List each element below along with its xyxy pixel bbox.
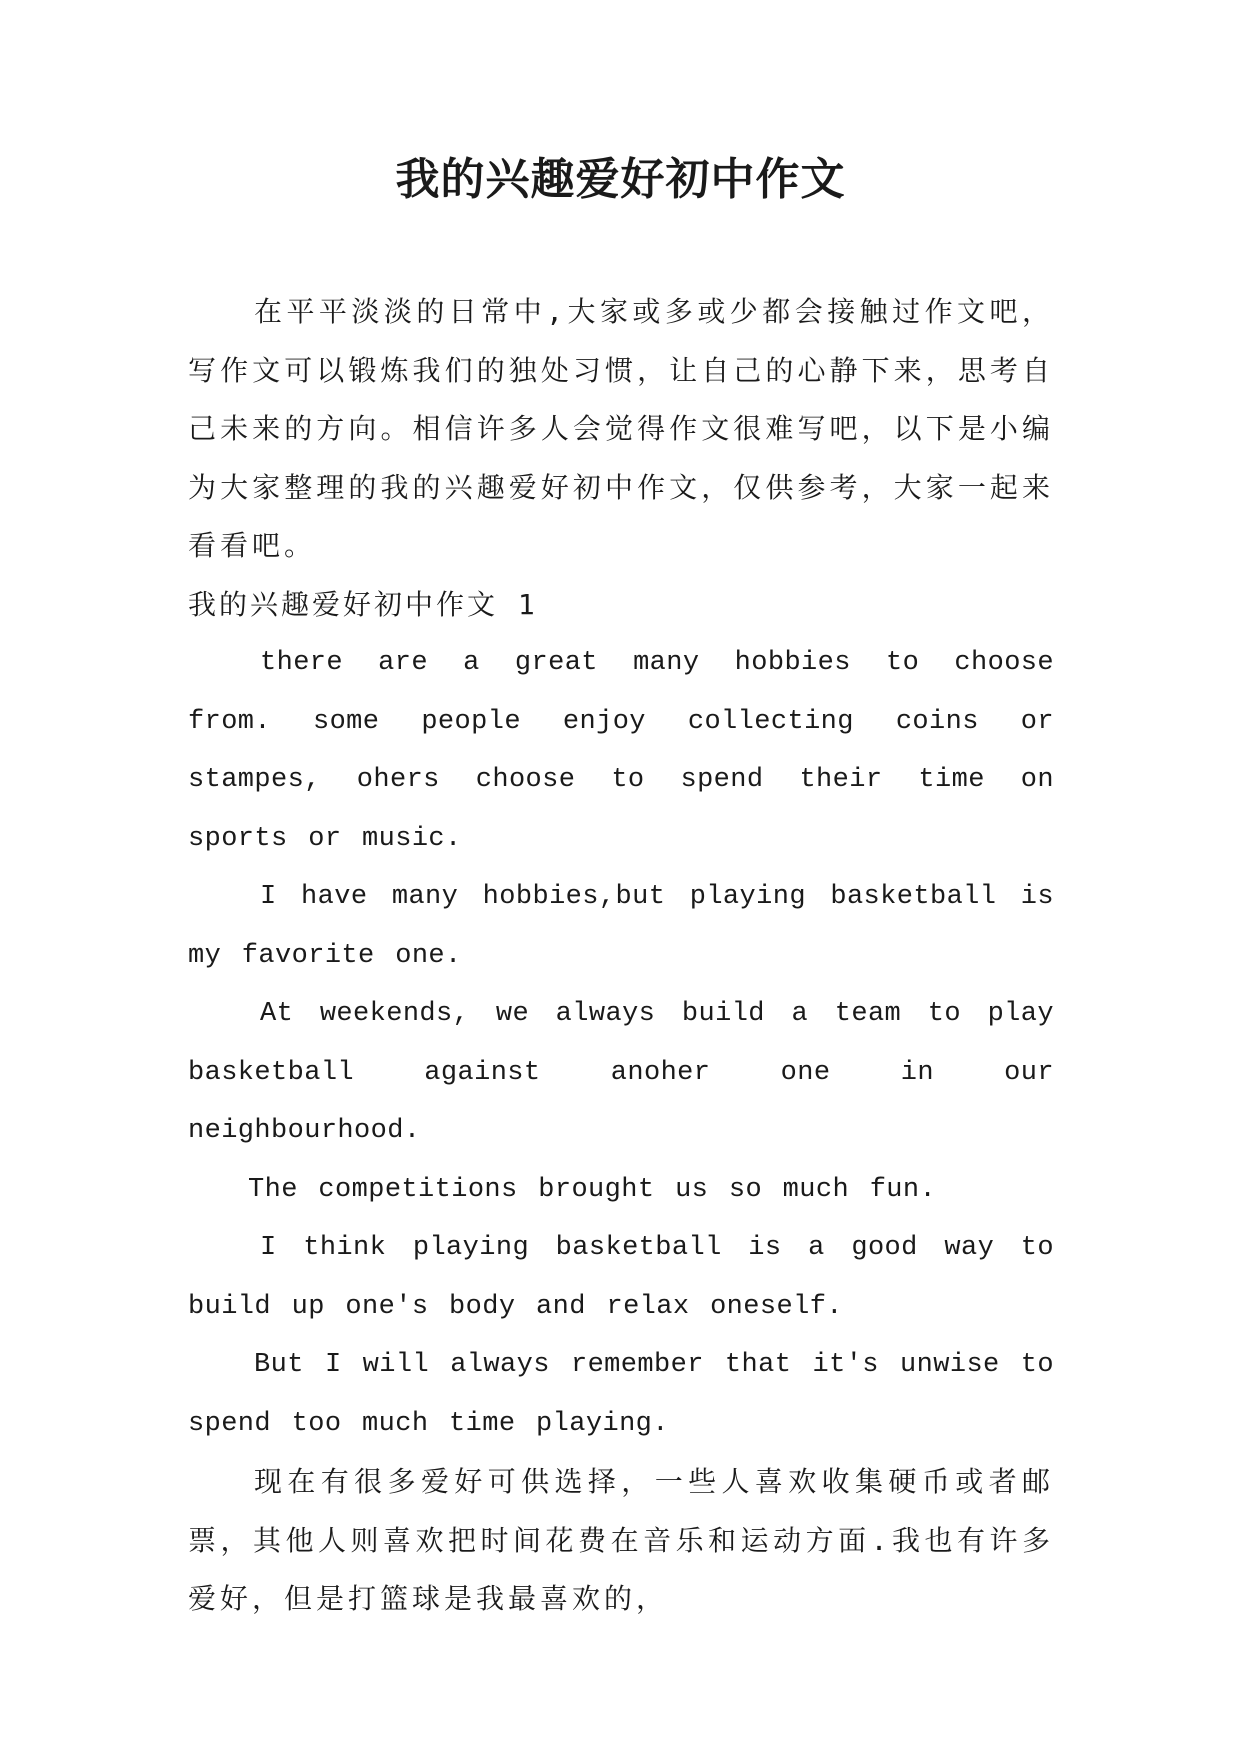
english-paragraph-2: I have many hobbies,but playing basketball is my favorite one. <box>188 882 1054 971</box>
english-paragraph-3: At weekends, we always build a team to play basketball against anoher one in our neighbourhood. <box>188 999 1054 1146</box>
english-paragraph-5: I think playing basketball is a good way to build up one's body and relax oneself. <box>188 1233 1054 1322</box>
document-body <box>188 283 1054 1629</box>
english-paragraph-6: But I will always remember that it's unwise to spend too much time playing. <box>188 1350 1054 1439</box>
document-title: 我的兴趣爱好初中作文 <box>395 154 846 205</box>
intro-paragraph: 在平平淡淡的日常中,大家或多或少都会接触过作文吧，写作文可以锻炼我们的独处习惯，让自己的心静下来，思考自己未来的方向。相信许多人会觉得作文很难写吧，以下是小编为大家整理的我的兴趣爱好初中作文，仅供参考，大家一起来看看吧。 <box>188 295 1054 562</box>
english-paragraph-1: there are a great many hobbies to choose from. some people enjoy collecting coins or stampes, ohers choose to spend their time on sports or music. <box>188 648 1054 854</box>
english-paragraph-4: The competitions brought us so much fun. <box>248 1174 937 1205</box>
section-heading: 我的兴趣爱好初中作文 1 <box>188 587 538 621</box>
chinese-translation-paragraph: 现在有很多爱好可供选择，一些人喜欢收集硬币或者邮票，其他人则喜欢把时间花费在音乐和运动方面.我也有许多爱好，但是打篮球是我最喜欢的， <box>188 1465 1054 1615</box>
